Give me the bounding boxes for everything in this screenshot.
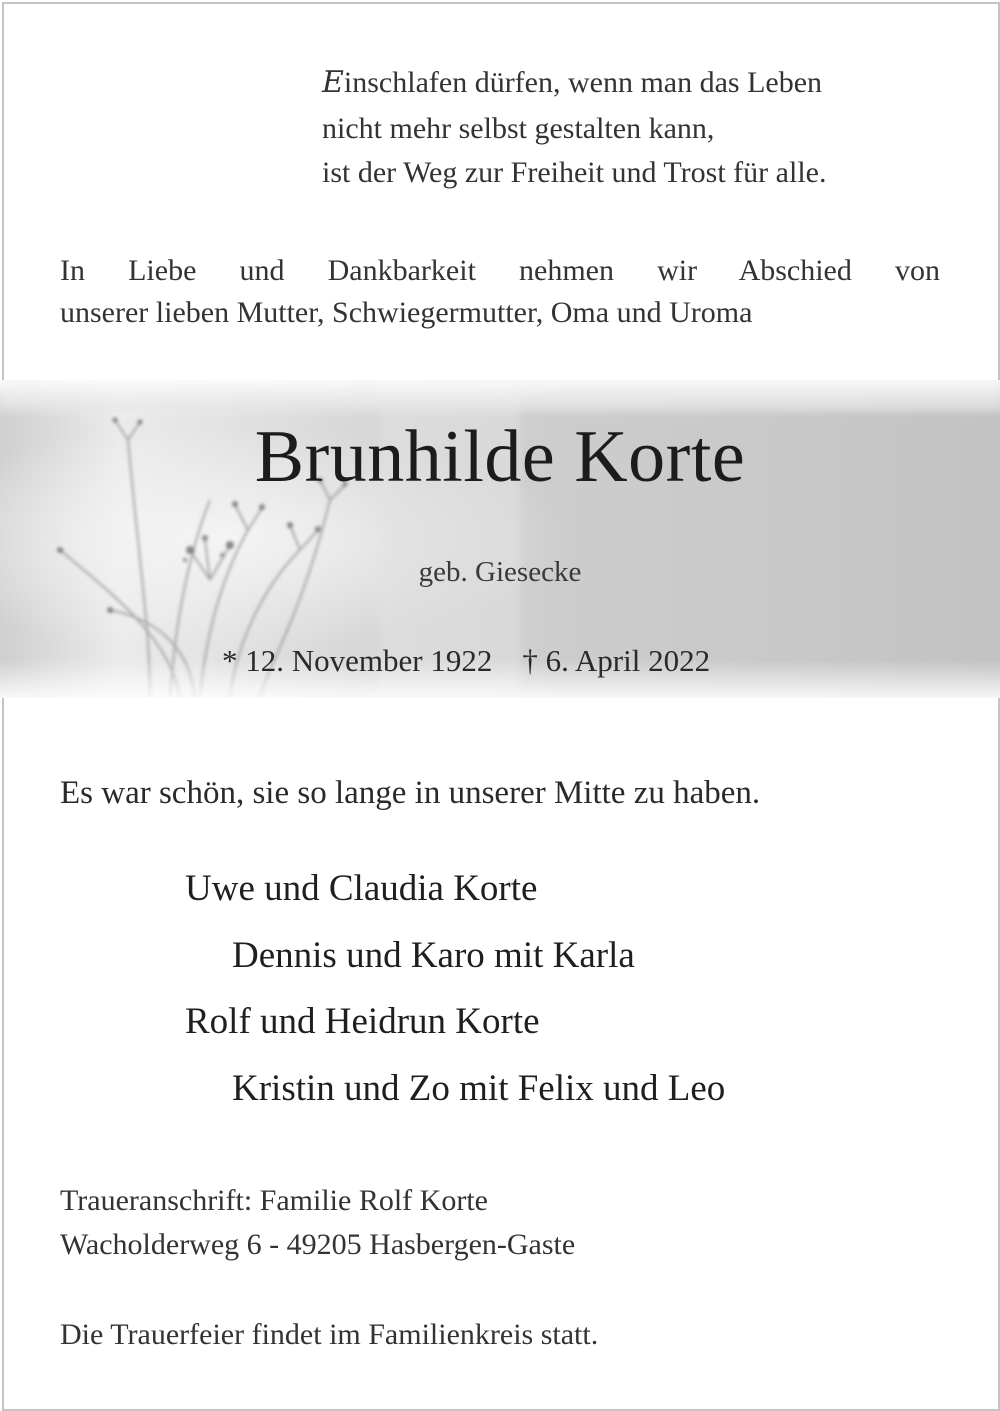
poem-line-1	[322, 65, 823, 100]
funeral-note: Die Trauerfeier findet im Familienkreis statt.	[60, 1318, 599, 1351]
poem-line-1-text: inschlafen dürfen, wenn man das Leben	[343, 66, 823, 99]
poem-line-3: ist der Weg zur Freiheit und Trost für alle.	[322, 156, 827, 189]
mourning-address-line-2: Wacholderweg 6 - 49205 Hasbergen-Gaste	[60, 1228, 576, 1261]
poem-initial: E	[322, 65, 344, 100]
life-dates	[222, 645, 710, 676]
poem-line-2: nicht mehr selbst gestalten kann,	[322, 112, 715, 145]
family-member-1: Uwe und Claudia Korte	[185, 868, 538, 909]
intro-line-1: In Liebe und Dankbarkeit nehmen wir Abschied von	[60, 254, 940, 287]
birth-date: * 12. November 1922	[222, 643, 493, 678]
maiden-name: geb. Giesecke	[418, 556, 582, 588]
family-member-3: Rolf und Heidrun Korte	[185, 1001, 540, 1042]
death-date: † 6. April 2022	[522, 643, 711, 678]
family-member-2: Dennis und Karo mit Karla	[232, 935, 635, 976]
family-member-4: Kristin und Zo mit Felix und Leo	[232, 1068, 726, 1109]
closing-sentence: Es war schön, sie so lange in unserer Mitte zu haben.	[60, 775, 761, 811]
mourning-address-line-1: Traueranschrift: Familie Rolf Korte	[60, 1184, 488, 1217]
intro-line-2: unserer lieben Mutter, Schwiegermutter, Oma und Uroma	[60, 296, 753, 329]
deceased-name: Brunhilde Korte	[254, 416, 746, 498]
